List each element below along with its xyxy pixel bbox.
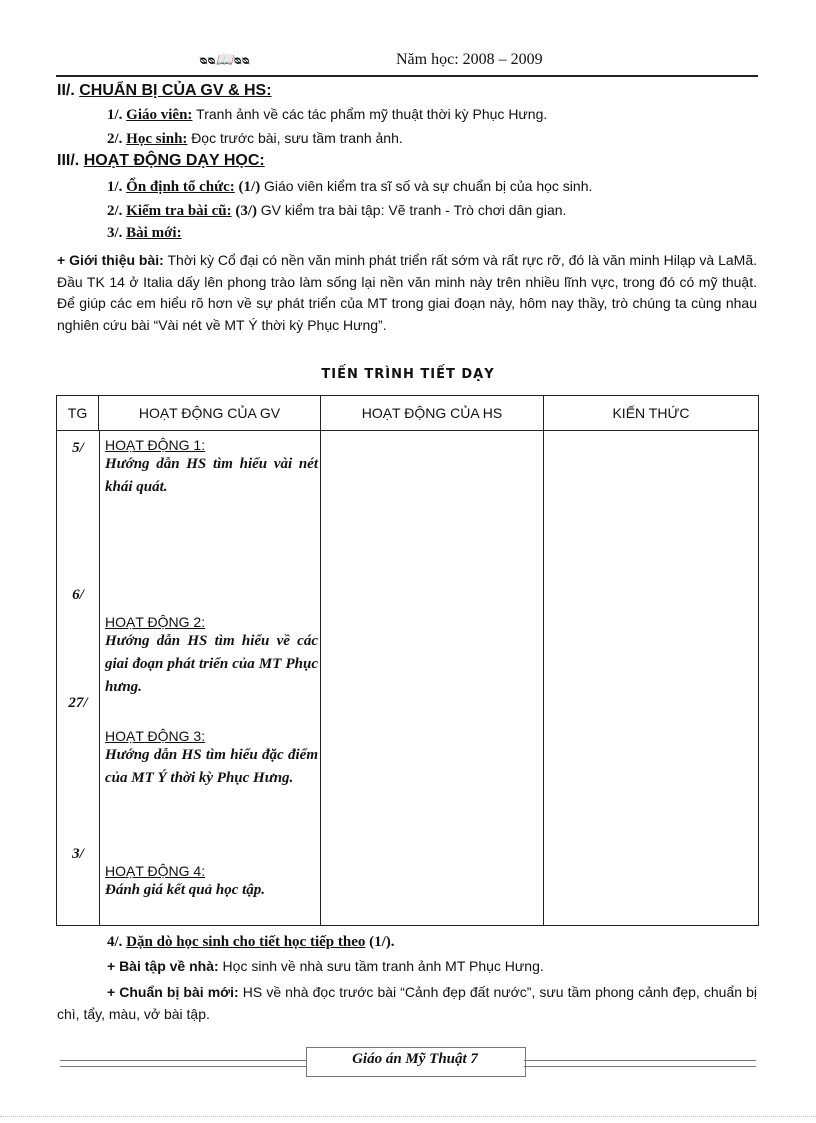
table-body-row: [57, 431, 759, 926]
homework-label: + Bài tập về nhà:: [107, 958, 219, 974]
step-3-label: Bài mới:: [126, 225, 182, 241]
step-1-line: [107, 178, 592, 196]
section-2-heading: [57, 82, 272, 100]
teacher-prep-label: Giáo viên:: [126, 107, 193, 123]
tg-column-divider: [99, 431, 100, 925]
section-3-title: HOẠT ĐỘNG DẠY HỌC:: [83, 152, 265, 169]
header-teacher-activity: HOẠT ĐỘNG CỦA GV: [99, 396, 321, 431]
time-2: 6/: [72, 587, 84, 603]
student-activity-cell: [321, 431, 544, 926]
activity-2: [105, 614, 318, 699]
section-2-number: II/.: [57, 82, 75, 99]
activity-3-desc: Hướng dẫn HS tìm hiểu đặc điểm của MT Ý thời kỳ Phục Hưng.: [105, 747, 318, 786]
prepare-text: HS về nhà đọc trước bài “Cảnh đẹp đất nước”, sưu tầm phong cảnh đẹp, chuẩn bị chì, tẩy, màu, vở bài tập.: [57, 984, 757, 1022]
teacher-column-cell: [57, 431, 321, 926]
homework-text: Học sinh về nhà sưu tầm tranh ảnh MT Phục Hưng.: [222, 958, 544, 974]
step-4-number: 4/.: [107, 934, 123, 950]
student-prep-line: [107, 130, 403, 148]
activity-1-title: HOẠT ĐỘNG 1:: [105, 437, 206, 453]
activity-3: [105, 728, 318, 790]
step-1-label: Ổn định tổ chức:: [126, 179, 235, 195]
time-4: 3/: [72, 846, 84, 862]
footer-banner: [60, 1045, 756, 1079]
activity-1-desc: Hướng dẫn HS tìm hiểu vài nét khái quát.: [105, 456, 318, 495]
page-bottom-rule: [0, 1116, 816, 1117]
step-1-text: Giáo viên kiểm tra sĩ số và sự chuẩn bị của học sinh.: [263, 178, 593, 194]
step-2-text: GV kiểm tra bài tập: Vẽ tranh - Trò chơi dân gian.: [260, 202, 567, 218]
step-2-number: 2/.: [107, 203, 123, 219]
table-header-row: [57, 396, 759, 431]
activity-4: [105, 863, 318, 902]
activity-4-title: HOẠT ĐỘNG 4:: [105, 863, 206, 879]
section-3-heading: [57, 152, 265, 170]
student-prep-number: 2/.: [107, 131, 123, 147]
student-prep-label: Học sinh:: [126, 131, 188, 147]
activity-2-desc: Hướng dẫn HS tìm hiểu về các giai đoạn phát triển của MT Phục hưng.: [105, 633, 318, 695]
step-2-time: (3/): [235, 203, 257, 219]
intro-paragraph: [57, 250, 757, 336]
prepare-label: + Chuẩn bị bài mới:: [107, 984, 239, 1000]
footer-title: Giáo án Mỹ Thuật 7: [352, 1051, 478, 1067]
header-tg: TG: [57, 396, 99, 431]
teacher-prep-line: [107, 106, 547, 124]
step-1-time: (1/): [238, 179, 261, 195]
section-3-number: III/.: [57, 152, 80, 169]
teacher-prep-text: Tranh ảnh về các tác phẩm mỹ thuật thời kỳ Phục Hưng.: [196, 106, 548, 122]
section-2-title: CHUẨN BỊ CỦA GV & HS:: [79, 82, 272, 99]
prepare-paragraph: [57, 981, 757, 1025]
step-2-label: Kiểm tra bài cũ:: [126, 203, 232, 219]
time-3: 27/: [68, 695, 88, 711]
school-year: Năm học: 2008 – 2009: [396, 51, 543, 68]
header-ornament: ᴓᴓ📖ᴓᴓ: [200, 53, 251, 68]
step-4-label: Dặn dò học sinh cho tiết học tiếp theo: [126, 934, 366, 950]
footer-right-ornament: [524, 1060, 756, 1067]
activity-3-title: HOẠT ĐỘNG 3:: [105, 728, 206, 744]
activity-2-title: HOẠT ĐỘNG 2:: [105, 614, 206, 630]
table-title: TIẾN TRÌNH TIẾT DẠY: [321, 367, 495, 382]
header-student-activity: HOẠT ĐỘNG CỦA HS: [321, 396, 544, 431]
homework-line: [107, 958, 544, 974]
intro-text: Thời kỳ Cổ đại có nền văn minh phát triển rất sớm và rất rực rỡ, đó là văn minh Hilạp và LaMã. Đầu TK 14 ở Italia dấy lên phong trào làm sống lại nền văn minh này trên nhiều lĩnh vực, trong đó có mỹ thuật. Để giúp các em hiểu rõ hơn về sự phát triển của MT trong giai đoạn này, hôm nay thầy, trò chúng ta cùng nhau nghiên cứu bài “Vài nét về MT Ý thời kỳ Phục Hưng”.: [57, 252, 757, 333]
time-1: 5/: [72, 440, 84, 456]
step-2-line: [107, 202, 566, 220]
teacher-prep-number: 1/.: [107, 107, 123, 123]
header-rule: [56, 75, 758, 77]
step-4-line: [107, 934, 395, 951]
step-1-number: 1/.: [107, 179, 123, 195]
step-3-number: 3/.: [107, 225, 123, 241]
step-3-line: [107, 225, 182, 242]
lesson-table: [56, 395, 759, 926]
knowledge-cell: [544, 431, 759, 926]
activity-1: [105, 437, 318, 499]
intro-label: + Giới thiệu bài:: [57, 252, 164, 268]
header-knowledge: KIẾN THỨC: [544, 396, 759, 431]
step-4-time: (1/).: [369, 934, 395, 950]
activity-4-desc: Đánh giá kết quả học tập.: [105, 882, 266, 898]
footer-left-ornament: [60, 1060, 306, 1067]
student-prep-text: Đọc trước bài, sưu tầm tranh ảnh.: [191, 130, 403, 146]
